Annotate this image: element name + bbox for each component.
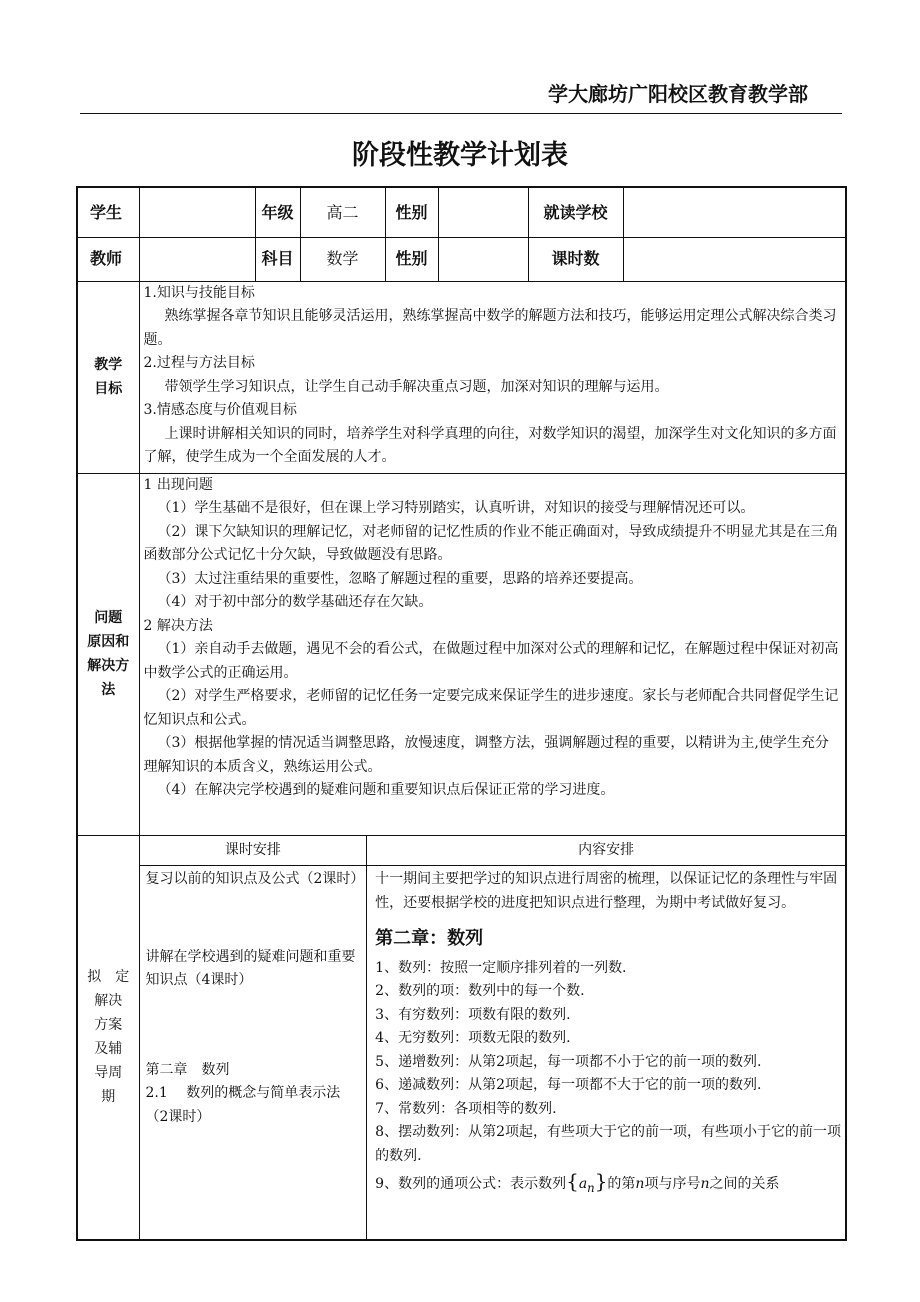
header-org: 学大廊坊广阳校区教育教学部 xyxy=(548,82,808,106)
content-intro: 十一期间主要把学过的知识点进行周密的梳理，以保证记忆的条理性与牢固性，还要根据学校的进度把知识点进行整理，为期中考试做好复习。 xyxy=(375,871,838,911)
plan-inner-table xyxy=(140,836,846,1239)
goal-1-title: 1.知识与技能目标 xyxy=(143,284,255,301)
gender-value-2 xyxy=(438,237,528,281)
problems-content xyxy=(139,473,846,835)
schedule-item-3: 2.1 数列的概念与简单表示法（2课时） xyxy=(145,1085,341,1125)
school-label: 就读学校 xyxy=(528,187,623,237)
info-row-1 xyxy=(77,187,846,237)
issue-item: （2）课下欠缺知识的理解记忆，对老师留的记忆性质的作业不能正确面对，导致成绩提升不明显尤其是在三角函数部分公式记忆十分欠缺，导致做题没有思路。 xyxy=(143,523,839,563)
issue-item: （1）学生基础不是很好，但在课上学习特别踏实，认真听讲，对知识的接受与理解情况还可以。 xyxy=(157,500,755,516)
plan-row xyxy=(77,835,846,1240)
page-title: 阶段性教学计划表 xyxy=(352,140,568,171)
problems-row xyxy=(77,473,846,835)
goals-content xyxy=(139,281,846,473)
definition-item: 1、数列：按照一定顺序排列着的一列数. xyxy=(375,959,627,976)
hours-label: 课时数 xyxy=(528,237,623,281)
goal-3-text: 上课时讲解相关知识的同时，培养学生对科学真理的向往，对数学知识的渴望，加深学生对文化知识的多方面了解，使学生成为一个全面发展的人才。 xyxy=(143,425,837,465)
definition-item: 7、常数列：各项相等的数列. xyxy=(375,1100,557,1117)
definition-item-9: 9、数列的通项公式：表示数列$\{a_n\}$的第n项与序号n之间的关系 xyxy=(375,1169,780,1195)
method-item: （1）亲自动手去做题，遇见不会的看公式，在做题过程中加深对公式的理解和记忆，在解题过程中保证对初高中数学公式的正确运用。 xyxy=(143,641,839,681)
subject-value: 数学 xyxy=(300,237,385,281)
col-schedule-header: 课时安排 xyxy=(140,836,367,866)
goal-3-title: 3.情感态度与价值观目标 xyxy=(143,402,297,418)
student-value xyxy=(139,187,255,237)
schedule-item-1: 复习以前的知识点及公式（2课时） xyxy=(145,871,365,887)
issue-item: （3）太过注重结果的重要性，忽略了解题过程的重要，思路的培养还要提高。 xyxy=(157,570,643,587)
definition-item: 6、递减数列：从第2项起，每一项都不大于它的前一项的数列. xyxy=(375,1077,762,1093)
definition-item: 4、无穷数列：项数无限的数列. xyxy=(375,1030,571,1046)
methods-title: 2 解决方法 xyxy=(143,617,213,634)
gender-value xyxy=(438,187,528,237)
plan-table xyxy=(76,186,847,1241)
method-item: （2）对学生严格要求，老师留的记忆任务一定要完成来保证学生的进步速度。家长与老师配合共同督促学生记忆知识点和公式。 xyxy=(143,688,839,728)
teacher-label: 教师 xyxy=(77,237,139,281)
subject-label: 科目 xyxy=(255,237,300,281)
schedule-item-2: 讲解在学校遇到的疑难问题和重要知识点（4课时） xyxy=(145,948,356,988)
goal-2-text: 带领学生学习知识点，让学生自己动手解决重点习题，加深对知识的理解与运用。 xyxy=(164,378,669,395)
col-content-header: 内容安排 xyxy=(367,836,845,866)
schedule-column xyxy=(140,866,367,1239)
schedule-item-3-title: 第二章 数列 xyxy=(145,1061,230,1078)
method-item: （3）根据他掌握的情况适当调整思路，放慢速度，调整方法，强调解题过程的重要，以精讲为主,使学生充分理解知识的本质含义，熟练运用公式。 xyxy=(143,735,829,775)
content-column xyxy=(367,866,845,1239)
info-row-2 xyxy=(77,237,846,281)
method-item: （4）在解决完学校遇到的疑难问题和重要知识点后保证正常的学习进度。 xyxy=(157,782,615,798)
definition-item: 8、摆动数列：从第2项起，有些项大于它的前一项，有些项小于它的前一项的数列. xyxy=(375,1124,841,1164)
plan-label: 拟 定 解决 方案 及辅 导周 期 xyxy=(77,835,139,1240)
grade-value: 高二 xyxy=(300,187,385,237)
gender-label-2: 性别 xyxy=(385,237,438,281)
goals-row xyxy=(77,281,846,473)
grade-label: 年级 xyxy=(255,187,300,237)
goal-1-text: 熟练掌握各章节知识且能够灵活运用，熟练掌握高中数学的解题方法和技巧，能够运用定理公式解决综合类习题。 xyxy=(143,308,837,348)
definition-item: 2、数列的项：数列中的每一个数. xyxy=(375,983,585,999)
school-value xyxy=(623,187,846,237)
issues-title: 1 出现问题 xyxy=(143,476,213,493)
plan-content xyxy=(139,835,846,1240)
header-divider xyxy=(80,113,842,114)
definition-item: 3、有穷数列：项数有限的数列. xyxy=(375,1006,571,1023)
chapter-title: 第二章：数列 xyxy=(375,928,484,949)
problems-label: 问题 原因和 解决方 法 xyxy=(77,473,139,835)
goal-2-title: 2.过程与方法目标 xyxy=(143,355,255,371)
student-label: 学生 xyxy=(77,187,139,237)
definition-item: 5、递增数列：从第2项起，每一项都不小于它的前一项的数列. xyxy=(375,1053,762,1070)
goals-label: 教学 目标 xyxy=(77,281,139,473)
teacher-value xyxy=(139,237,255,281)
issue-item: （4）对于初中部分的数学基础还存在欠缺。 xyxy=(157,594,433,610)
hours-value xyxy=(623,237,846,281)
gender-label: 性别 xyxy=(385,187,438,237)
